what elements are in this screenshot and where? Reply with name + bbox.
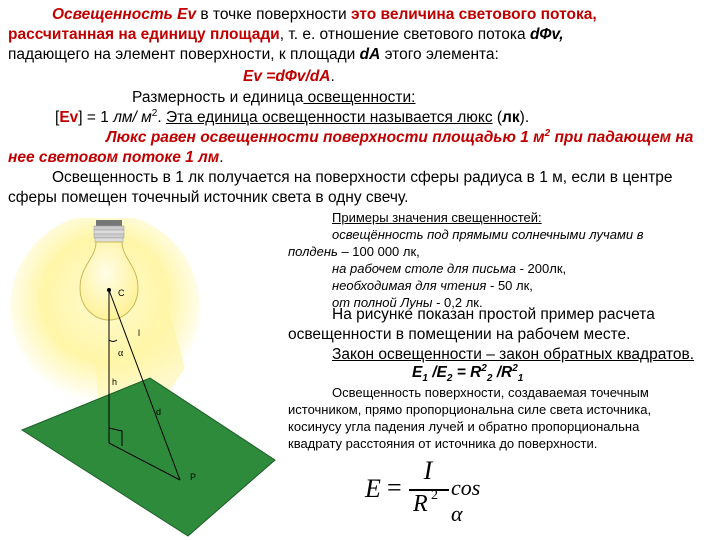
lux-def-b: при падающем на	[550, 129, 694, 146]
examples-title: Примеры значения свещенностей:	[332, 210, 542, 225]
unit-dot: .	[157, 109, 166, 126]
law-text-b: источником, прямо пропорциональна силе света источника,	[288, 402, 652, 417]
definition-formula	[243, 67, 335, 87]
law-text-d: квадрату расстояния от источника до поверхности.	[288, 436, 598, 451]
label-alpha: α	[118, 348, 124, 359]
illuminated-plane	[22, 378, 275, 536]
label-l: l	[138, 328, 140, 338]
intro-is-text: это величина светового потока,	[350, 6, 597, 23]
unit-lm-m: лм/ м	[113, 109, 152, 126]
unit-exp: 2	[151, 107, 158, 119]
law-s2: 2	[446, 373, 453, 385]
intro-text-6: этого элемента:	[380, 46, 499, 63]
unit-ev: Ev	[59, 109, 79, 126]
example-desk-a: на рабочем столе для письма	[332, 261, 516, 276]
intro-flux: dФv,	[529, 26, 564, 43]
law-s4: 1	[517, 373, 524, 385]
definition-formula-dot: .	[330, 68, 335, 85]
illumination-diagram	[0, 218, 300, 538]
formula-cos: cos α	[451, 475, 481, 526]
lux-def-c: нее световом потоке 1 лм	[8, 149, 220, 166]
unit-lux-text: Эта единица освещенности называется люкс	[165, 109, 493, 126]
law-e1: E	[412, 364, 423, 381]
intro-text-5: падающего на элемент поверхности, к площади	[8, 46, 360, 63]
intro-paragraph	[8, 5, 714, 65]
example-moon-a: от полной Луны	[332, 295, 433, 310]
sphere-paragraph	[8, 168, 718, 208]
unit-paren-open: (	[492, 109, 503, 126]
label-C: C	[118, 288, 125, 298]
intro-dA: dA	[359, 46, 381, 63]
sphere-text-a: Освещенность в 1 лк получается на поверхности сферы радиуса в 1 м, если в центре	[52, 169, 673, 186]
law-s1: 1	[422, 373, 428, 385]
definition-formula-text: Ev =dФv/dA	[243, 68, 331, 85]
label-P: P	[190, 472, 197, 482]
calc-paragraph	[288, 305, 713, 365]
example-desk-b: - 200лк,	[516, 261, 567, 276]
source-point	[107, 288, 111, 292]
intro-per-area: рассчитанная на единицу площади	[8, 26, 280, 43]
law-sq2: 2	[512, 362, 518, 374]
example-sun-a: освещённость под прямыми солнечными лучами в	[332, 227, 644, 242]
formula-R: R	[413, 491, 428, 517]
example-read-a: необходимая для чтения	[332, 278, 487, 293]
sphere-text-b: сферы помещен точечный источник света в одну свечу.	[8, 189, 409, 206]
unit-line	[55, 108, 529, 128]
calc-text-b: освещенности в помещении на рабочем месте.	[288, 326, 631, 343]
example-moon-b: - 0,2 лк.	[432, 295, 483, 310]
lamp-base	[94, 220, 124, 242]
lux-def-d: .	[219, 149, 224, 166]
law-formula	[412, 363, 523, 383]
dimension-heading-a: Размерность и единица	[132, 89, 304, 106]
law-s3: 2	[486, 373, 493, 385]
lux-def-a: Люкс равен освещенности поверхности площадью 1 м	[106, 129, 545, 146]
lux-def-exp: 2	[544, 127, 551, 139]
dimension-heading	[132, 88, 415, 108]
label-h: h	[112, 377, 118, 387]
lux-definition	[8, 128, 714, 168]
example-sun-b: полдень	[288, 244, 338, 259]
illuminance-formula	[365, 456, 495, 526]
unit-close: ] = 1	[78, 109, 114, 126]
unit-open: [	[55, 109, 60, 126]
formula-E: E	[365, 474, 381, 503]
term-illuminance: Освещенность Ev	[52, 6, 197, 23]
law-text-a: Освещенность поверхности, создаваемая точечным	[332, 385, 649, 400]
law-paragraph	[288, 384, 713, 452]
examples-block	[288, 209, 708, 311]
example-read-b: - 50 лк,	[486, 278, 533, 293]
label-d: d	[156, 407, 162, 417]
law-text-c: косинусу угла падения лучей и обратно пропорциональна	[288, 419, 640, 434]
calc-text-a: На рисунке показан простой пример расчета	[332, 306, 655, 323]
law-slash1: /E	[427, 364, 447, 381]
formula-I: I	[423, 456, 433, 485]
formula-eq: =	[387, 473, 402, 502]
law-title: Закон освещенности – закон обратных квадратов.	[332, 346, 695, 363]
law-slash2: /R	[492, 364, 513, 381]
law-eq: = R	[452, 364, 482, 381]
example-sun-c: – 100 000 лк,	[337, 244, 420, 259]
law-sq1: 2	[481, 362, 487, 374]
formula-exp: 2	[431, 488, 438, 503]
intro-text-4: , т. е. отношение светового потока	[279, 26, 530, 43]
unit-paren-close: ).	[519, 109, 530, 126]
intro-text-1: в точке поверхности	[196, 6, 351, 23]
dimension-heading-b: освещенности:	[303, 89, 416, 106]
unit-lk: лк	[502, 109, 520, 126]
